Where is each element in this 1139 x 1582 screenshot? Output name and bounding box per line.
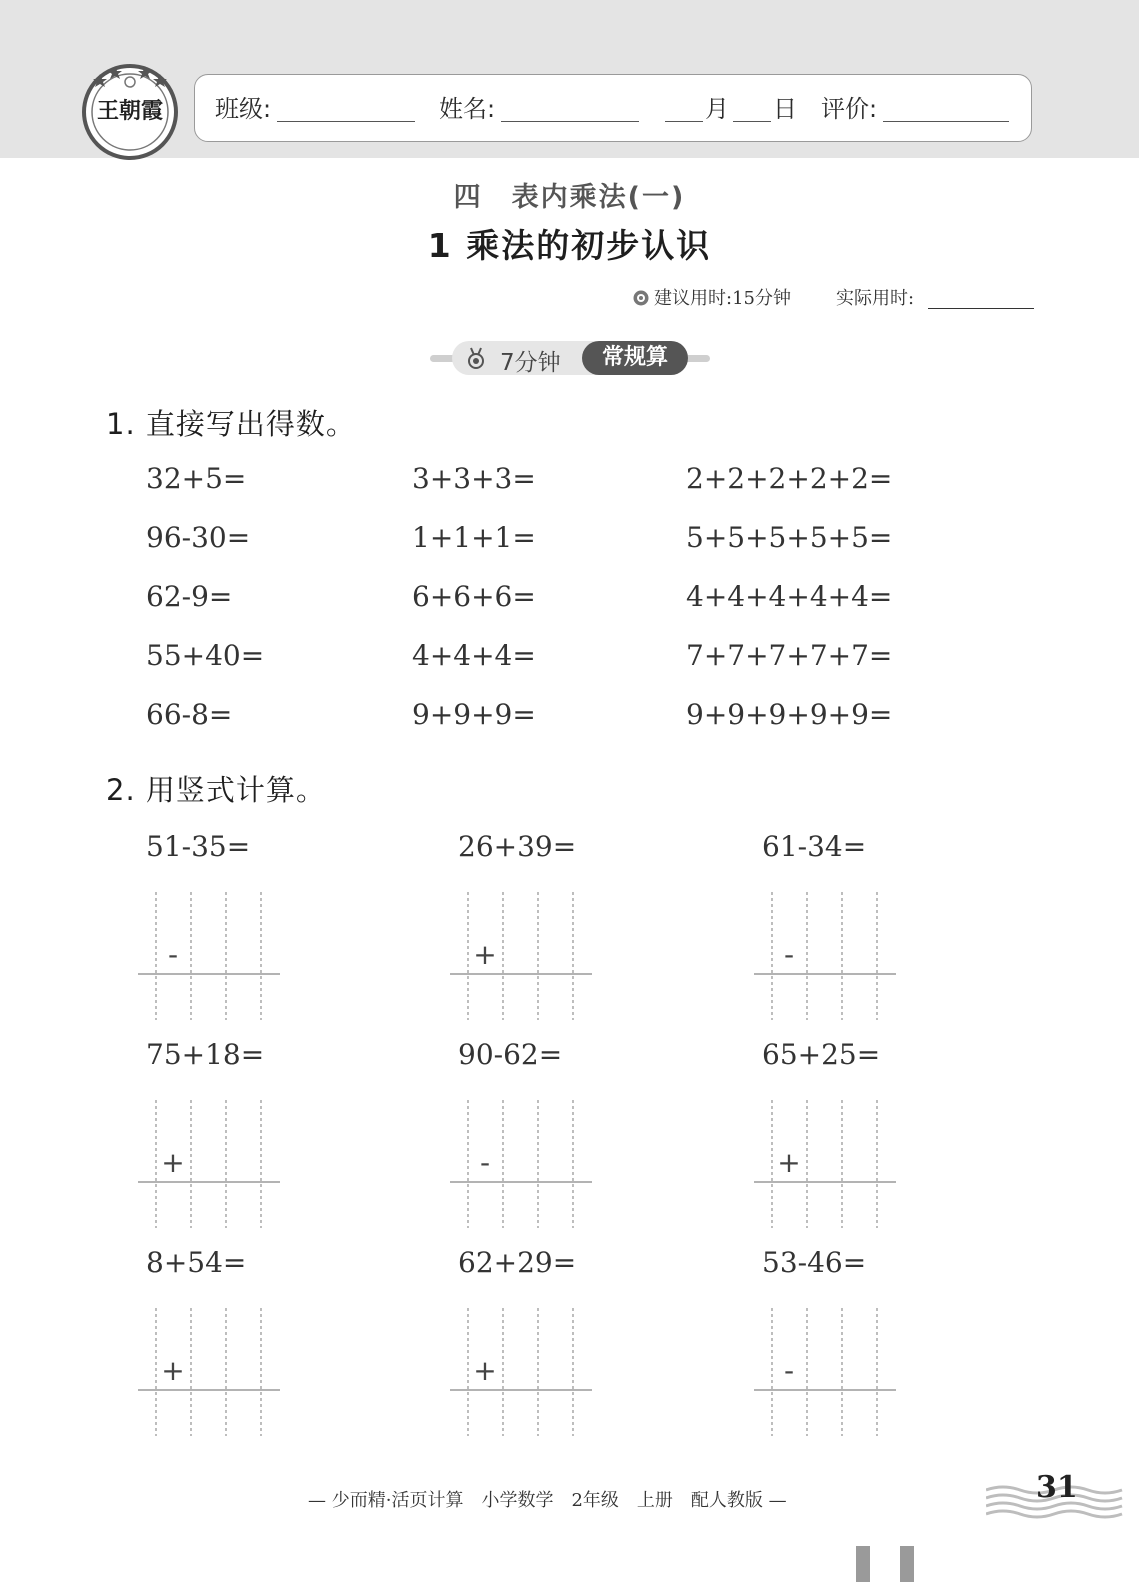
q2-expr: 53-46= — [762, 1246, 867, 1279]
page-number: 31 — [1036, 1470, 1078, 1505]
q1-expr: 7+7+7+7+7= — [686, 639, 893, 672]
q1-expr: 66-8= — [146, 698, 233, 731]
operator-sign: + — [777, 1146, 801, 1179]
q1-expr: 62-9= — [146, 580, 233, 613]
day-input[interactable] — [733, 121, 771, 122]
name-input[interactable] — [501, 121, 639, 122]
q1-expr: 5+5+5+5+5= — [686, 521, 893, 554]
vertical-calc-grid[interactable] — [138, 892, 280, 1020]
clock-flower-icon — [632, 289, 650, 307]
question-1-title: 1. 直接写出得数。 — [106, 407, 356, 441]
brand-logo — [78, 60, 182, 160]
binding-mark — [900, 1546, 914, 1582]
medal-icon — [464, 346, 488, 370]
name-label: 姓名: — [439, 95, 496, 123]
q2-expr: 51-35= — [146, 830, 251, 863]
q1-expr: 2+2+2+2+2= — [686, 462, 893, 495]
q1-expr: 9+9+9+9+9= — [686, 698, 893, 731]
operator-sign: + — [161, 1146, 185, 1179]
q2-expr: 62+29= — [458, 1246, 577, 1279]
q1-expr: 55+40= — [146, 639, 265, 672]
q1-expr: 4+4+4= — [412, 639, 536, 672]
q2-expr: 65+25= — [762, 1038, 881, 1071]
month-input[interactable] — [665, 121, 703, 122]
binding-mark — [856, 1546, 870, 1582]
q1-expr: 3+3+3= — [412, 462, 536, 495]
student-info-box — [194, 74, 1032, 142]
chapter-title: 四 表内乘法(一) — [453, 182, 686, 213]
day-label: 日 — [773, 95, 797, 123]
month-label: 月 — [705, 95, 729, 123]
q2-expr: 8+54= — [146, 1246, 247, 1279]
vertical-calc-grid[interactable] — [754, 1100, 896, 1228]
vertical-calc-grid[interactable] — [450, 892, 592, 1020]
footer-text: — 少而精·活页计算 小学数学 2年级 上册 配人教版 — — [308, 1490, 787, 1511]
vertical-calc-grid[interactable] — [754, 1308, 896, 1436]
section-minutes: 7分钟 — [500, 350, 561, 376]
suggested-time: 建议用时:15分钟 — [654, 288, 791, 309]
vertical-calc-grid[interactable] — [450, 1100, 592, 1228]
q1-expr: 9+9+9= — [412, 698, 536, 731]
operator-sign: + — [473, 1354, 497, 1387]
operator-sign: + — [161, 1354, 185, 1387]
vertical-calc-grid[interactable] — [138, 1308, 280, 1436]
actual-time-input[interactable] — [928, 308, 1034, 309]
q1-expr: 4+4+4+4+4= — [686, 580, 893, 613]
evaluation-input[interactable] — [883, 121, 1009, 122]
logo-text: 王朝霞 — [96, 98, 164, 124]
q2-expr: 26+39= — [458, 830, 577, 863]
q2-expr: 75+18= — [146, 1038, 265, 1071]
section-tag: 常规算 — [582, 341, 688, 375]
q2-expr: 90-62= — [458, 1038, 563, 1071]
lesson-title: 1 乘法的初步认识 — [427, 226, 712, 265]
class-label: 班级: — [215, 95, 272, 123]
operator-sign: + — [473, 938, 497, 971]
q1-expr: 96-30= — [146, 521, 251, 554]
actual-time-label: 实际用时: — [836, 288, 915, 309]
q1-expr: 32+5= — [146, 462, 247, 495]
question-2-title: 2. 用竖式计算。 — [106, 773, 326, 807]
operator-sign: - — [783, 938, 795, 971]
vertical-calc-grid[interactable] — [138, 1100, 280, 1228]
q2-expr: 61-34= — [762, 830, 867, 863]
evaluation-label: 评价: — [821, 95, 878, 123]
q1-expr: 6+6+6= — [412, 580, 536, 613]
vertical-calc-grid[interactable] — [754, 892, 896, 1020]
q1-expr: 1+1+1= — [412, 521, 536, 554]
operator-sign: - — [479, 1146, 491, 1179]
operator-sign: - — [783, 1354, 795, 1387]
vertical-calc-grid[interactable] — [450, 1308, 592, 1436]
class-input[interactable] — [277, 121, 415, 122]
operator-sign: - — [167, 938, 179, 971]
